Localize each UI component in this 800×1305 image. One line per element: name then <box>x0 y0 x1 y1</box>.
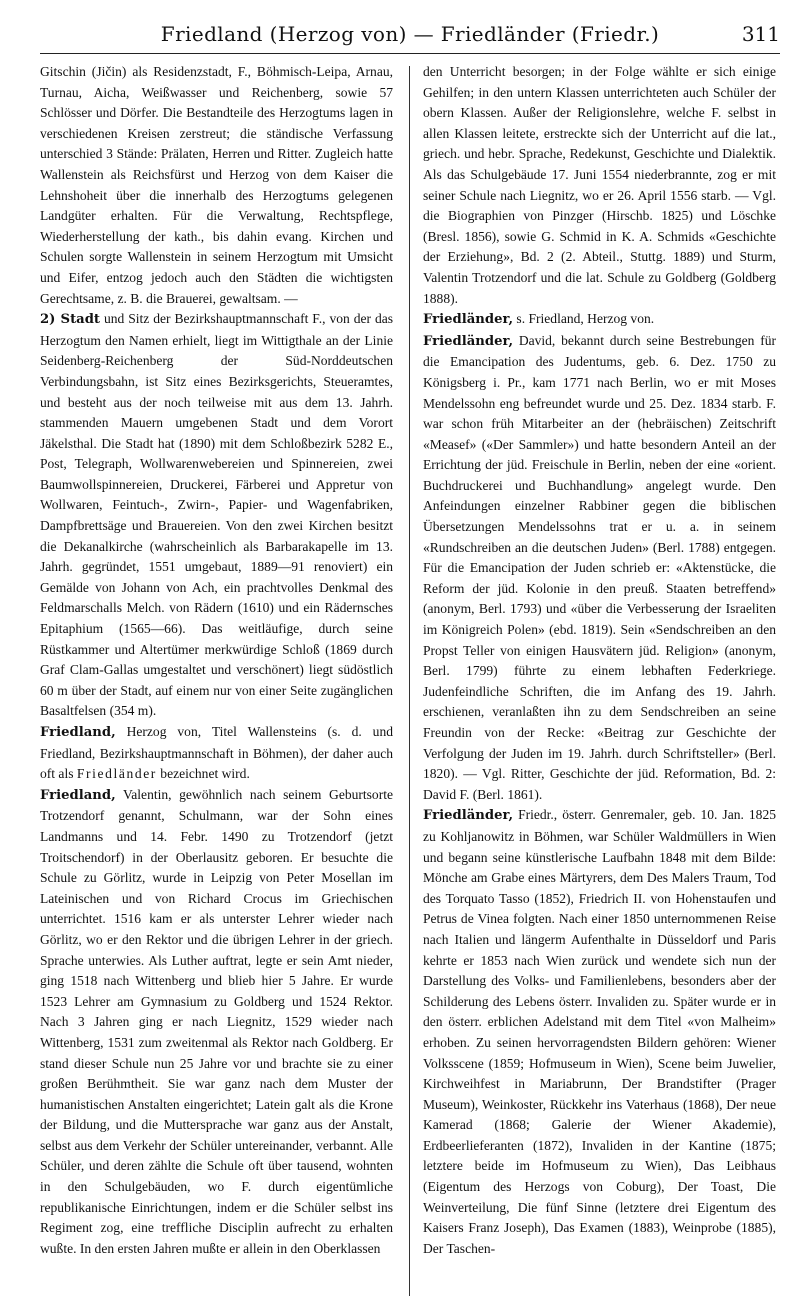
entry-headword: Friedländer, <box>423 808 514 824</box>
entry-friedland-valentin <box>40 785 393 1260</box>
subentry-label: 2) Stadt <box>40 312 101 328</box>
right-column <box>423 62 776 1297</box>
page-number: 311 <box>741 22 780 46</box>
entry-headword: Friedland, <box>40 725 116 740</box>
entry-headword: Friedland, <box>40 787 116 803</box>
entry-friedlaender-david <box>423 331 776 806</box>
continuation-paragraph: den Unterricht besorgen; in der Folge wählte er sich einige Gehilfen; in den untern Klassen unterrichteten auch Schüler der obern Klassen. Außer der Religionslehre, welche F. selbst in allen Klassen leitete, erstreckte sich der Unterricht auf die lat., griech. und hebr. Sprache, Redekunst, Geschichte und Dialektik. Als das Schulgebäude 17. Juni 1554 niederbrannte, zog er mit seiner Schule nach Liegnitz, wo er 26. April 1556 starb. — Vgl. die Biographien von Pinzger (Hirschb. 1825) und Löschke (Bresl. 1856), sowie G. Schmid in K. A. Schmids «Geschichte der Erziehung», Bd. 2 (2. Abteil., Stuttg. 1889) und Sturm, Valentin Trotzendorf und die lat. Schule zu Goldberg (Goldberg 1888). <box>423 64 776 306</box>
spaced-term: Friedländer <box>76 766 157 782</box>
page-header-title: Friedland (Herzog von) — Friedländer (Friedr.) <box>160 22 660 46</box>
entry-text: s. Friedland, Herzog von. <box>513 311 655 327</box>
entry-friedland-herzog <box>40 722 393 785</box>
entry-text: David, bekannt durch seine Bestrebungen für die Emancipation des Judentums, geb. 6. Dez. 1750 zu Königsberg i. Pr., kam 1771 nach Berlin, wo er mit Moses Mendelssohn eng befreundet wurde und 25. Dez. 1834 starb. F. war schon früh Mitarbeiter an der (hebräischen) Zeitschrift «Measef» («Der Sammler») und hatte besondern Anteil an der Errichtung der jüd. Freischule in Berlin, neben der eine «orient. Buchdruckerei und Buchhandlung» angelegt wurde. Den Anfeindungen einzelner Rabbiner gegen die biblischen Übersetzungen Mendelssohns trat er u. a. in seinem «Rundschreiben an die deutschen Juden» (Berl. 1788) entgegen. Für die Emancipation der Juden schrieb er: «Aktenstücke, die Reform der jüd. Kolonie in den preuß. Staaten betreffend» (anonym, Berl. 1793) und «über die Verbesserung der Israeliten im Königreich Polen» (ebd. 1819). Sein «Sendschreiben an den Propst Teller von einigen Hausvätern jüd. Religion» (anonym, Berl. 1799) führte zu einem lebhaften Federkriege. Judenfeindliche Schriften, die im Anfang des 19. Jahrh. erschienen, veranlaßten ihn zu dem Sendschreiben an seine Freundin von der Recke: «Beitrag zur Geschichte der Verfolgung der Juden im 19. Jahrh. durch Schriftsteller» (Berl. 1820). — Vgl. Ritter, Geschichte der jüd. Reformation, Bd. 2: David F. (Berl. 1861). <box>423 332 776 802</box>
entry-text: und Sitz der Bezirkshauptmannschaft F., von der das Herzogtum den Namen erhielt, liegt im Wittigthale an der Linie Seidenberg-Reichenberg der Süd-Norddeutschen Verbindungsbahn, ist Sitz eines Bezirksgerichts, Steueramtes, und besteht aus der noch teilweise mit aus dem 13. Jahrh. stammenden Mauern umgebenen Stadt und dem Vorort Jäkelsthal. Die Stadt hat (1890) mit dem Schloßbezirk 5282 E., Post, Telegraph, Wollwarenwebereien und Spinnereien, zwei Baumwollspinnereien, Druckerei, Färberei und Appretur von Wollwaren, Feintuch-, Zwirn-, Papier- und Wagenfabriken, Dampfbrettsäge und Brauereien. Von den zwei Kirchen besitzt die Dekanalkirche (wahrscheinlich als Barbarakapelle im 13. Jahrh. gegründet, 1551 umgebaut, 1889—91 renoviert) ein Gemälde von Johann von Ach, ein prachtvolles Denkmal des Feldmarschalls Melch. von Rädern (1610) und ein Rädernsches Epitaphium (1565—66). Das weitläufige, durch seine Rüstkammer und Altertümer merkwürdige Schloß (1869 durch Graf Clam-Gallas umgestaltet und verschönert) liegt südöstlich 60 m über der Stadt, auf einem nur von einer Seite zugänglichen Basaltfelsen (354 m). <box>40 311 393 719</box>
running-header <box>40 16 780 54</box>
entry-text: Friedr., österr. Genremaler, geb. 10. Jan. 1825 zu Kohljanowitz in Böhmen, war Schüler Waldmüllers in Wien und begann seine künstlerische Laufbahn 1848 mit dem Bilde: Mönche am Grabe eines Märtyrers, dem Des Malers Traum, Tod des Torquato Tasso (1852), Friedrich II. von Hohenstaufen und Petrus de Vinea folgten. Nach einer 1850 unternommenen Reise nach Italien und längerm Aufenthalte in Düsseldorf und Paris kehrte er 1853 nach Wien zurück und wendete sich nun der Darstellung des Volks- und Familienlebens, besonders aber der Schilderung des Lebens österr. Invaliden zu. Später wurde er in den österr. erblichen Adelstand mit dem Titel «von Malheim» erhoben. Zu seinen hervorragendsten Bildern gehören: Wiener Volksscene (1859; Hofmuseum in Wien), Scene beim Juwelier, Kirchweihfest in Mariabrunn, Der Brandstifter (Prager Museum), Weinkoster, Rückkehr ins Vaterhaus (1868), Der neue Kamerad (1868; Galerie der Wiener Akademie), Erdbeerlieferanten (1872), Invaliden in der Kantine (1875; letztere beide im Hofmuseum zu Wien), Das Leibhaus (Eigentum des Herzogs von Coburg), Der Toast, Die Weinverteilung, Die fünf Sinne (letztere drei Eigentum des Kaisers Franz Joseph), Das Examen (1883), Weinprobe (1885), Der Taschen- <box>423 807 776 1256</box>
entry-friedlaender-ref <box>423 309 776 331</box>
continuation-paragraph: Gitschin (Jičin) als Residenzstadt, F., Böhmisch-Leipa, Arnau, Turnau, Aicha, Weißwasser und Reichenberg, sowie 57 Schlösser und Dörfer. Die Bestandteile des Herzogtums lagen in verschiedenen Kreisen zerstreut; die ständische Verfassung unterschied 3 Stände: Prälaten, Herren und Ritter. Zugleich hatte Wallenstein als Reichsfürst und Herzog von dem Kaiser die Lehnshoheit über die innerhalb des Herzogtums gelegenen Landgüter erhalten. Für die Verwaltung, Rechtspflege, Wiederherstellung der kath., bis dahin evang. Kirchen und Schulen sorgte Wallenstein in seinem Herzogtum mit Umsicht und Eifer, entzog jedoch auch den Städten die wichtigsten Gerechtsame, z. B. die Brauerei, gewaltsam. — <box>40 64 393 306</box>
left-column <box>40 62 393 1297</box>
entry-headword: Friedländer, <box>423 312 514 328</box>
entry-friedlaender-friedrich <box>423 805 776 1259</box>
entry-text: Herzog von, Titel Wallensteins (s. d. und Friedland, Bezirkshauptmannschaft in Böhmen), der daher auch oft als <box>40 724 393 782</box>
column-divider <box>409 66 410 1296</box>
entry-friedland-stadt <box>40 309 393 722</box>
entry-text: Valentin, gewöhnlich nach seinem Geburtsorte Trotzendorf genannt, Schulmann, war der Sohn eines Landmanns und 14. Febr. 1490 zu Trotzendorf (jetzt Troitschendorf) in der Oberlausitz geboren. Er besuchte die Schule zu Görlitz, wurde in Leipzig von Peter Mosellan im Lateinischen und von Richard Crocus im Griechischen unterrichtet. 1516 kam er als unterster Lehrer wieder nach Görlitz, wo er den Rektor und die übrigen Lehrer in der griech. Sprache unterwies. Als Luther auftrat, legte er sein Amt nieder, ging 1518 nach Wittenberg und blieb hier 5 Jahre. Er wurde 1523 Lehrer am Gymnasium zu Goldberg und 1524 Rektor. Nach 3 Jahren ging er nach Liegnitz, 1529 wieder nach Wittenberg, 1531 zum zweitenmal als Rektor nach Goldberg. Er stand dieser Schule nun 25 Jahre vor und brachte sie zu einer großen Berühmtheit. Sie war ganz nach dem Muster der humanistischen Anstalten eingerichtet; Latein galt als die Krone der Bildung, und die Muttersprache war ganz aus der Anstalt, selbst aus dem Verkehr der Schüler untereinander, verbannt. Alle Schüler, und deren zählte die Schule oft über tausend, wohnten in den Schulgebäuden, wo F. durch eigentümliche republikanische Einrichtungen, indem er die Schüler selbst ins Regiment zog, eine treffliche Disciplin aufrecht zu erhalten wußte. In den ersten Jahren mußte er allein in den Oberklassen <box>40 786 393 1256</box>
entry-headword: Friedländer, <box>423 333 514 349</box>
entry-text: bezeichnet wird. <box>156 766 250 782</box>
